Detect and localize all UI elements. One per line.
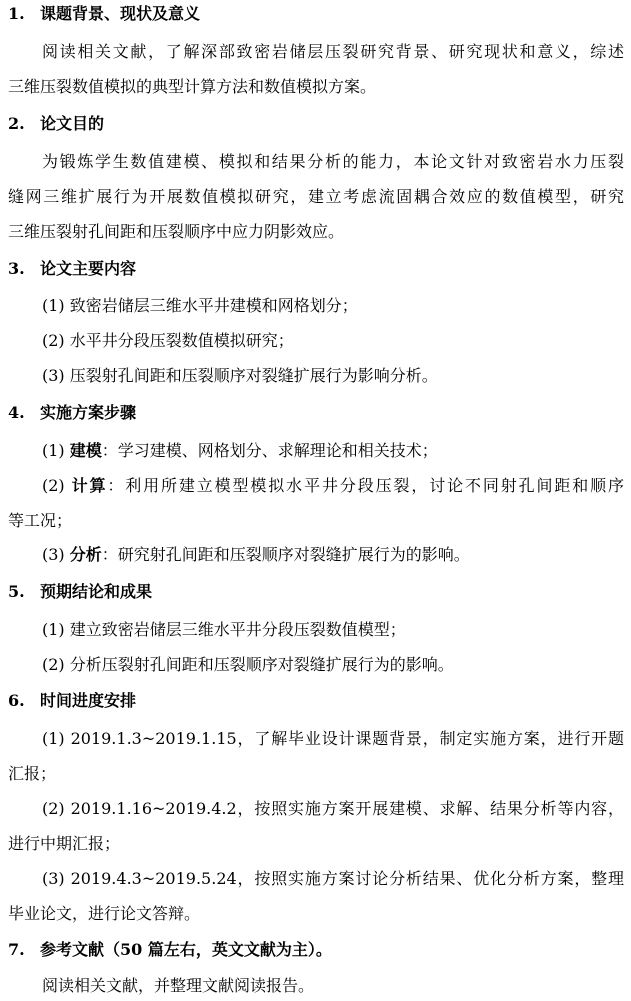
section-6-title: 时间进度安排 xyxy=(40,691,137,710)
section-6-heading xyxy=(8,691,624,711)
step-3-prefix: (3) xyxy=(42,545,70,564)
step-1-text: ：学习建模、网格划分、求解理论和相关技术； xyxy=(101,441,438,460)
section-2-title: 论文目的 xyxy=(40,114,105,133)
section-3-title: 论文主要内容 xyxy=(40,259,137,278)
section-4-heading xyxy=(8,403,624,423)
section-2-number: 2. xyxy=(8,114,25,133)
step-2-prefix: (2) xyxy=(42,476,72,495)
section-4-step-2-continuation: 等工况； xyxy=(8,511,73,530)
step-3-label: 分析 xyxy=(69,545,102,564)
section-4-step-2 xyxy=(42,476,624,496)
section-6-schedule-2-line-2: 进行中期汇报； xyxy=(8,834,121,853)
section-1-paragraph-line-2: 三维压裂数值模拟的典型计算方法和数值模拟方案。 xyxy=(8,77,377,96)
section-4-number: 4. xyxy=(8,403,25,422)
section-7-number: 7. xyxy=(8,940,25,959)
section-7-paragraph-line-1: 阅读相关文献，并整理文献阅读报告。 xyxy=(42,976,315,995)
section-6-schedule-1-line-2: 汇报； xyxy=(8,764,57,783)
section-3-heading xyxy=(8,259,624,279)
section-2-paragraph-line-2: 缝网三维扩展行为开展数值模拟研究，建立考虑流固耦合效应的数值模型，研究 xyxy=(8,187,624,206)
section-5-number: 5. xyxy=(8,582,25,601)
section-4-title: 实施方案步骤 xyxy=(40,403,137,422)
section-4-step-3 xyxy=(42,545,624,565)
section-1-paragraph-line-1: 阅读相关文献，了解深部致密岩储层压裂研究背景、研究现状和意义，综述 xyxy=(42,42,624,61)
section-3-item-2: (2) 水平井分段压裂数值模拟研究； xyxy=(42,331,294,350)
section-5-item-1: (1) 建立致密岩储层三维水平井分段压裂数值模型； xyxy=(42,620,406,639)
section-2-paragraph-line-1: 为锻炼学生数值建模、模拟和结果分析的能力，本论文针对致密岩水力压裂 xyxy=(42,152,624,171)
step-2-label: 计算 xyxy=(71,476,108,495)
section-3-number: 3. xyxy=(8,259,25,278)
step-3-text: ：研究射孔间距和压裂顺序对裂缝扩展行为的影响。 xyxy=(101,545,470,564)
section-3-item-1: (1) 致密岩储层三维水平井建模和网格划分； xyxy=(42,296,358,315)
section-1-heading xyxy=(8,4,624,24)
section-4-step-1 xyxy=(42,441,624,461)
section-2-paragraph-line-3: 三维压裂射孔间距和压裂顺序中应力阴影效应。 xyxy=(8,222,345,241)
section-7-title: 参考文献（50 篇左右，英文文献为主）。 xyxy=(40,940,332,959)
section-6-number: 6. xyxy=(8,691,25,710)
section-1-number: 1. xyxy=(8,4,25,23)
section-3-item-3: (3) 压裂射孔间距和压裂顺序对裂缝扩展行为影响分析。 xyxy=(42,366,438,385)
section-6-schedule-2-line-1: (2) 2019.1.16~2019.4.2，按照实施方案开展建模、求解、结果分析等内容， xyxy=(42,799,624,818)
step-1-prefix: (1) xyxy=(42,441,70,460)
section-2-heading xyxy=(8,114,624,134)
step-2-text: ：利用所建立模型模拟水平井分段压裂，讨论不同射孔间距和顺序 xyxy=(107,476,624,495)
step-1-label: 建模 xyxy=(69,441,102,460)
section-5-item-2: (2) 分析压裂射孔间距和压裂顺序对裂缝扩展行为的影响。 xyxy=(42,655,454,674)
section-6-schedule-3-line-2: 毕业论文，进行论文答辩。 xyxy=(8,904,201,923)
section-5-title: 预期结论和成果 xyxy=(40,582,153,601)
section-7-heading xyxy=(8,940,624,960)
section-6-schedule-3-line-1: (3) 2019.4.3~2019.5.24，按照实施方案讨论分析结果、优化分析方案，整理 xyxy=(42,869,624,888)
section-1-title: 课题背景、现状及意义 xyxy=(40,4,201,23)
section-5-heading xyxy=(8,582,624,602)
section-6-schedule-1-line-1: (1) 2019.1.3~2019.1.15，了解毕业设计课题背景，制定实施方案，进行开题 xyxy=(42,729,624,748)
